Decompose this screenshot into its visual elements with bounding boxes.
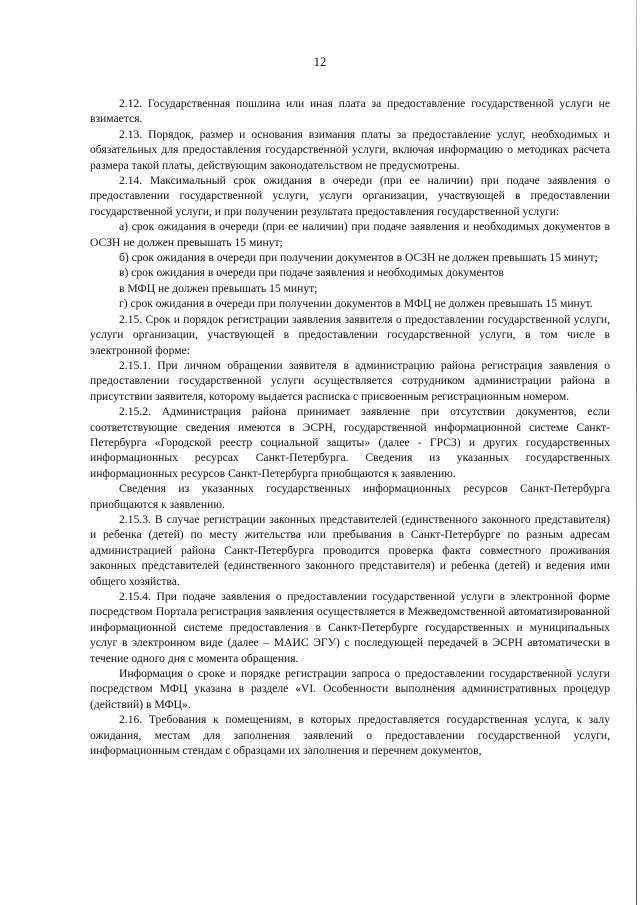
scan-edge-line xyxy=(636,0,637,905)
paragraph-2-14-g: г) срок ожидания в очереди при получении документов в МФЦ не должен превышать 15 минут. xyxy=(119,297,593,311)
paragraph-2-14-b: б) срок ожидания в очереди при получении документов в ОСЗН не должен превышать 15 минут; xyxy=(119,251,598,265)
paragraph-2-16: 2.16. Требования к помещениям, в которых предоставляется государственная услуга, к залу ожидания, местам для заполнения заявлений о предоставлении государственной услуги, информационным стендам с образцами их заполнения и перечнем документов, xyxy=(90,713,610,758)
paragraph-2-14-v-cont: в МФЦ не должен превышать 15 минут; xyxy=(119,281,318,295)
paragraph-2-15-1: 2.15.1. При личном обращении заявителя в администрацию района регистрация заявления о предоставлении государственной услуги осуществляется сотрудником администрации района в присутствии заявителя, которому выдается расписка с присвоенным регистрационным номером. xyxy=(90,358,610,403)
paragraph-mfc-info: Информация о сроке и порядке регистрации запроса о предоставлении государственной услуги посредством МФЦ указана в разделе «VI. Особенности выполнения административных процедур (действий) в МФЦ». xyxy=(90,667,610,711)
paragraph-2-15-3: 2.15.3. В случае регистрации законных представителей (единственного законного представителя) и ребенка (детей) по месту жительства или пребывания в Санкт-Петербурге по разным адресам администрацией района Санкт-Петербурга проводится проверка факта совместного проживания законных представителей (единственного законного представителя) и ребенка (детей) и ведения ими общего хозяйства. xyxy=(90,512,610,588)
paragraph-2-14-v: в) срок ожидания в очереди при подаче заявления и необходимых документов xyxy=(119,266,504,280)
paragraph-2-15-2: 2.15.2. Администрация района принимает заявление при отсутствии документов, если соответствующие сведения имеются в ЭСРН, государственной информационной системе Санкт-Петербурга «Городской реестр социальной защиты» (далее - ГРСЗ) и других государственных информационных ресурсах Санкт-Петербурга. Сведения из указанных государственных информационных ресурсов Санкт-Петербурга приобщаются к заявлению. xyxy=(90,405,610,480)
paragraph-2-15-4: 2.15.4. При подаче заявления о предоставлении государственной услуги в электронной форме посредством Портала регистрация заявления осуществляется в Межведомственной автоматизированной информационной системе предоставления в Санкт-Петербурге государственных и муниципальных услуг в электронном виде (далее – МАИС ЭГУ) с последующей передачей в ЭСРН автоматически в течение одного дня с момента обращения. xyxy=(90,590,610,665)
paragraph-2-14-a: а) срок ожидания в очереди (при ее наличии) при подаче заявления и необходимых документов в ОСЗН не должен превышать 15 минут; xyxy=(90,220,610,249)
page-number: 12 xyxy=(313,55,327,69)
paragraph-2-12: 2.12. Государственная пошлина или иная плата за предоставление государственной услуги не взимается. xyxy=(90,97,610,126)
paragraph-2-14: 2.14. Максимальный срок ожидания в очереди (при ее наличии) при подаче заявления о предоставлении государственной услуги, услуги организации, участвующей в предоставлении государственной услуги, и при получении результата предоставления государственной услуги: xyxy=(90,174,610,218)
paragraph-svedeniya: Сведения из указанных государственных информационных ресурсов Санкт-Петербурга приобщаются к заявлению. xyxy=(90,482,610,511)
document-body xyxy=(90,96,610,758)
paragraph-2-13: 2.13. Порядок, размер и основания взимания платы за предоставление услуг, необходимых и обязательных для предоставления государственной услуги, включая информацию о методиках расчета размера такой платы, действующим законодательством не предусмотрены. xyxy=(90,127,610,172)
paragraph-2-15: 2.15. Срок и порядок регистрации заявления заявителя о предоставлении государственной услуги, услуги организации, участвующей в предоставлении государственной услуги, в том числе в электронной форме: xyxy=(90,312,610,357)
